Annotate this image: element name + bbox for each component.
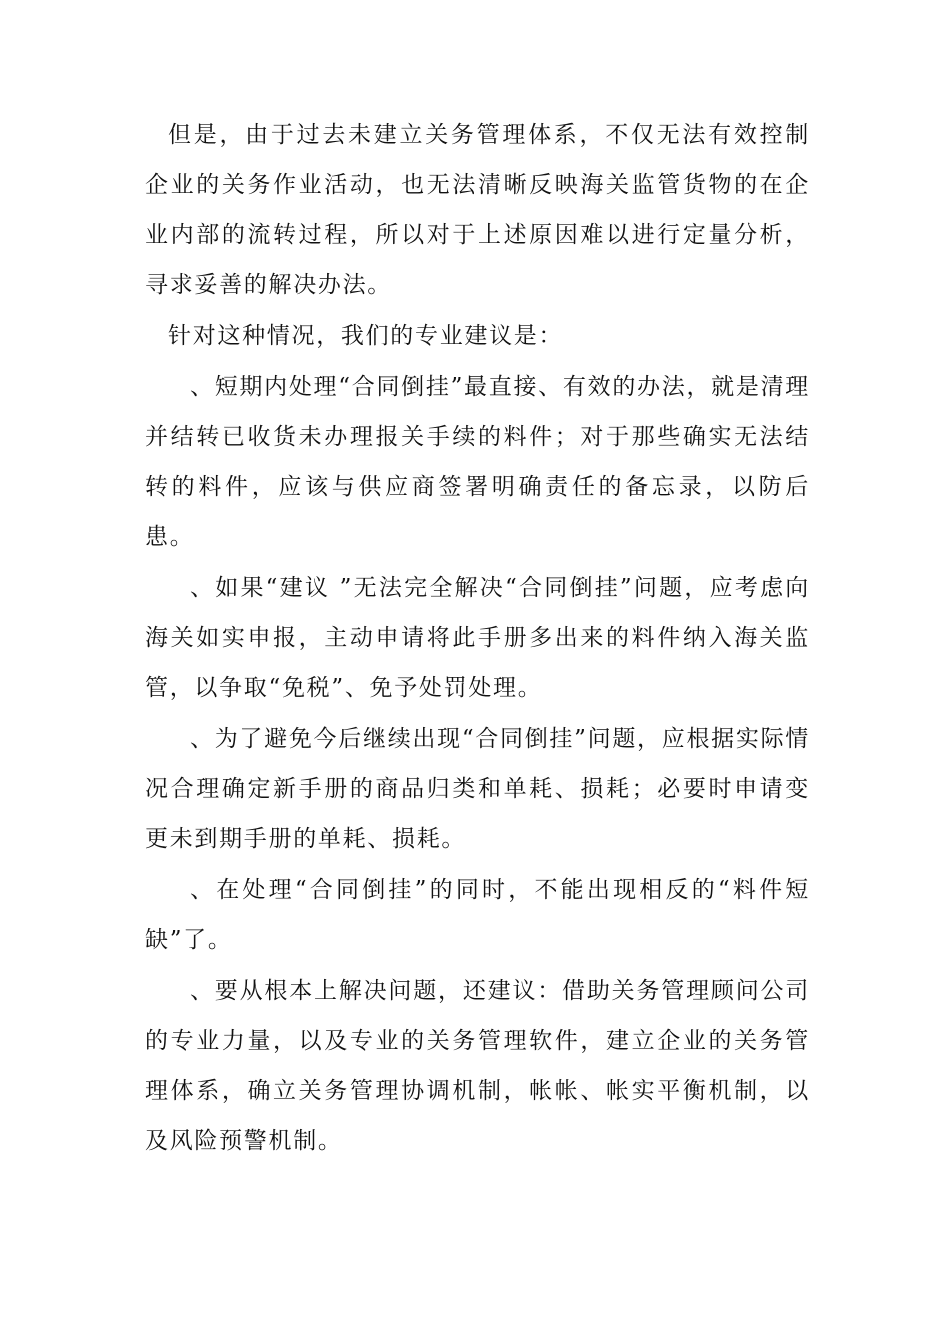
paragraph-recommendation-intro: 针对这种情况，我们的专业建议是： bbox=[168, 323, 564, 349]
paragraph-suggestion-5: 、要从根本上解决问题，还建议：借助关务管理顾问公司的专业力量，以及专业的关务管理软件，建立企业的关务管理体系，确立关务管理协调机制，帐帐、帐实平衡机制，以及风险预警机制。 bbox=[145, 978, 810, 1154]
document-body bbox=[145, 110, 810, 1167]
paragraph-suggestion-1: 、短期内处理“合同倒挂”最直接、有效的办法，就是清理并结转已收货未办理报关手续的料件；对于那些确实无法结转的料件，应该与供应商签署明确责任的备忘录，以防后患。 bbox=[145, 374, 810, 550]
paragraph-suggestion-3: 、为了避免今后继续出现“合同倒挂”问题，应根据实际情况合理确定新手册的商品归类和单耗、损耗；必要时申请变更未到期手册的单耗、损耗。 bbox=[145, 726, 810, 852]
paragraph-background: 但是，由于过去未建立关务管理体系，不仅无法有效控制企业的关务作业活动，也无法清晰反映海关监管货物的在企业内部的流转过程，所以对于上述原因难以进行定量分析，寻求妥善的解决办法。 bbox=[145, 122, 810, 298]
paragraph-suggestion-4: 、在处理“合同倒挂”的同时，不能出现相反的“料件短缺”了。 bbox=[145, 877, 810, 953]
paragraph-suggestion-2: 、如果“建议 ”无法完全解决“合同倒挂”问题，应考虑向海关如实申报，主动申请将此手册多出来的料件纳入海关监管，以争取“免税”、免予处罚处理。 bbox=[145, 575, 810, 701]
